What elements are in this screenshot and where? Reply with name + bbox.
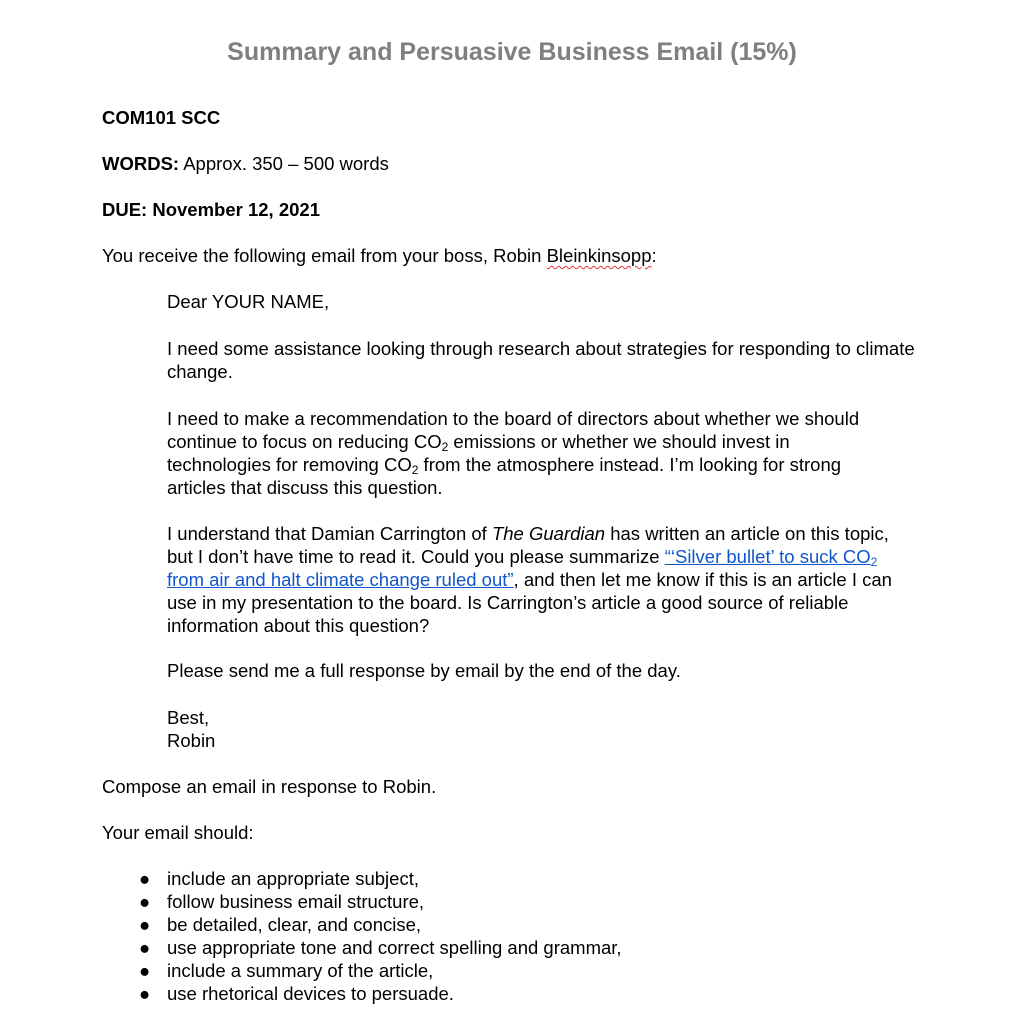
- list-item-text: be detailed, clear, and concise,: [167, 914, 422, 935]
- list-item-text: use rhetorical devices to persuade.: [167, 983, 454, 1004]
- intro-line: [102, 244, 657, 267]
- p2-line-4: articles that discuss this question.: [167, 477, 443, 498]
- email-paragraph-4: Please send me a full response by email by the end of the day.: [167, 660, 681, 681]
- email-paragraph-1: [167, 337, 927, 383]
- list-item-text: use appropriate tone and correct spelling and grammar,: [167, 937, 622, 958]
- p2-line-2: [167, 430, 967, 453]
- document-title: Summary and Persuasive Business Email (15%): [227, 38, 797, 66]
- p2-line-2-text: continue to focus on reducing CO: [167, 431, 442, 452]
- list-item: [139, 936, 622, 959]
- p3-line-5: information about this question?: [167, 615, 430, 636]
- email-signature: Robin: [167, 730, 216, 751]
- list-item: [139, 982, 622, 1005]
- requirements-list: [139, 867, 622, 1005]
- p3-line-2: [167, 545, 987, 568]
- subscript-2: 2: [411, 463, 419, 477]
- p2-line-3-text: technologies for removing CO: [167, 454, 412, 475]
- course-code: COM101 SCC: [102, 107, 221, 128]
- list-item-text: follow business email structure,: [167, 891, 425, 912]
- boss-name: Bleinkinsopp: [546, 245, 652, 266]
- list-item: [139, 959, 622, 982]
- p2-line-3: [167, 453, 967, 476]
- p2-line-1: I need to make a recommendation to the board of directors about whether we should: [167, 408, 860, 429]
- email-greeting: Dear YOUR NAME,: [167, 291, 330, 312]
- subscript-2[interactable]: 2: [870, 555, 878, 569]
- p2-line-3-rest: from the atmosphere instead. I’m looking for strong: [418, 454, 842, 475]
- list-item-text: include a summary of the article,: [167, 960, 434, 981]
- p3-line-2-text: but I don’t have time to read it. Could you please summarize: [167, 546, 665, 567]
- bullet-icon: ●: [139, 914, 151, 935]
- article-link[interactable]: [665, 546, 878, 567]
- words-value: Approx. 350 – 500 words: [179, 153, 389, 174]
- list-item: [139, 867, 622, 890]
- instruction: Compose an email in response to Robin.: [102, 776, 437, 797]
- article-link-text-1[interactable]: “‘Silver bullet’ to suck CO: [664, 546, 871, 567]
- intro-text: You receive the following email from your boss, Robin: [102, 245, 547, 266]
- due-date: DUE: November 12, 2021: [102, 199, 320, 220]
- email-paragraph-1-text: I need some assistance looking through research about strategies for responding to climate change.: [167, 338, 915, 382]
- p3-line-1: [167, 522, 987, 545]
- publication-name: The Guardian: [491, 523, 606, 544]
- word-count-line: [102, 152, 389, 175]
- intro-colon: :: [651, 245, 657, 266]
- bullet-icon: ●: [139, 868, 151, 889]
- email-paragraph-3: [167, 522, 987, 637]
- bullet-icon: ●: [139, 983, 151, 1004]
- bullet-icon: ●: [139, 937, 151, 958]
- p3-line-1-text: I understand that Damian Carrington of: [167, 523, 492, 544]
- p2-line-2-rest: emissions or whether we should invest in: [448, 431, 790, 452]
- list-item: [139, 913, 622, 936]
- list-item: [139, 890, 622, 913]
- bullet-icon: ●: [139, 891, 151, 912]
- article-link-continued[interactable]: from air and halt climate change ruled out”: [167, 569, 514, 590]
- email-paragraph-2: [167, 407, 967, 499]
- p3-line-3: [167, 568, 987, 591]
- p3-line-3-rest: , and then let me know if this is an article I can: [513, 569, 892, 590]
- bullet-icon: ●: [139, 960, 151, 981]
- words-label: WORDS:: [102, 153, 180, 174]
- requirements-label: Your email should:: [102, 822, 254, 843]
- list-item-text: include an appropriate subject,: [167, 868, 419, 889]
- email-closing: Best,: [167, 707, 210, 728]
- p3-line-4: use in my presentation to the board. Is Carrington’s article a good source of reliable: [167, 592, 849, 613]
- p3-line-1-rest: has written an article on this topic,: [605, 523, 889, 544]
- subscript-2: 2: [441, 440, 449, 454]
